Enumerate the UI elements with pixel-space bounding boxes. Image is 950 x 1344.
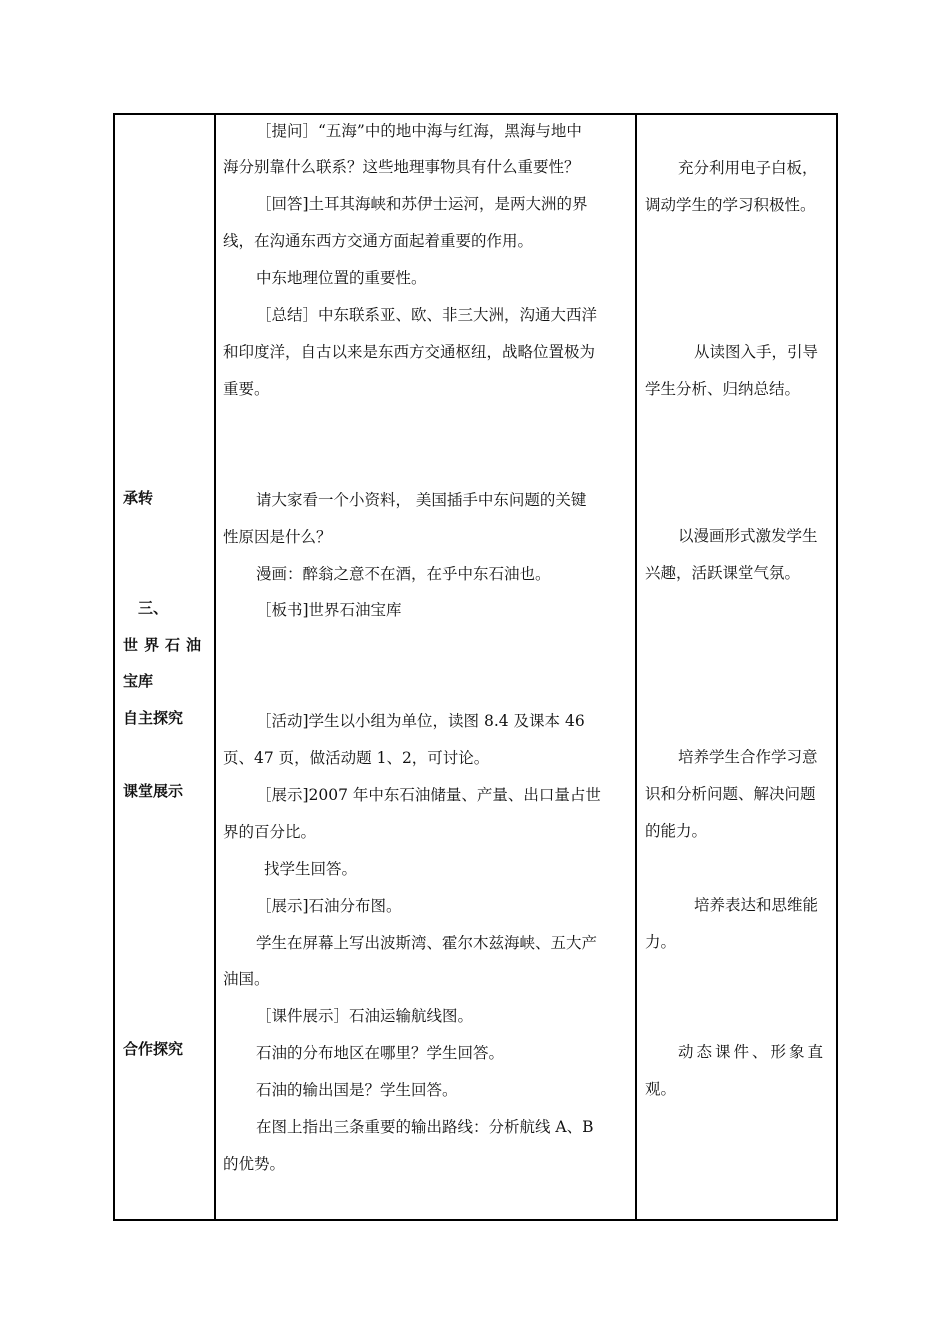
text-line: ［展示]2007 年中东石油储量、产量、出口量占世 — [256, 786, 601, 804]
text-line: 找学生回答。 — [264, 860, 358, 878]
note-line: 学生分析、归纳总结。 — [645, 380, 801, 398]
text-line: 漫画：醉翁之意不在酒，在乎中东石油也。 — [256, 565, 551, 583]
text-line: 石油的输出国是？学生回答。 — [256, 1081, 458, 1099]
text-line: 和印度洋，自古以来是东西方交通枢纽，战略位置极为 — [223, 343, 596, 361]
note-line: 培养学生合作学习意 — [678, 748, 818, 766]
note-line: 培养表达和思维能 — [694, 896, 819, 914]
text-line: ［提问］“五海”中的地中海与红海，黑海与地中 — [256, 122, 582, 140]
text-line: 中东地理位置的重要性。 — [256, 269, 427, 287]
note-line: 观。 — [645, 1080, 677, 1098]
text-line: 石油的分布地区在哪里？学生回答。 — [256, 1044, 505, 1062]
note-line: 力。 — [645, 933, 677, 951]
text-line: 请大家看一个小资料， 美国插手中东问题的关键 — [256, 491, 587, 509]
note-line: 识和分析问题、解决问题 — [645, 785, 816, 803]
text-line: ［板书]世界石油宝库 — [256, 601, 402, 619]
text-line: ［展示]石油分布图。 — [256, 897, 402, 915]
note-line: 充分利用电子白板， — [678, 159, 818, 177]
note-line: 兴趣，活跃课堂气氛。 — [645, 564, 801, 582]
label-zizhu: 自主探究 — [123, 709, 184, 727]
section-number: 三、 — [138, 599, 169, 617]
section-title-line1: 世界石油 — [123, 636, 208, 654]
text-line: 界的百分比。 — [223, 823, 317, 841]
note-line: 调动学生的学习积极性。 — [645, 196, 816, 214]
note-line: 从读图入手，引导 — [694, 343, 819, 361]
section-title-line2: 宝库 — [123, 672, 154, 690]
text-line: ［课件展示］石油运输航线图。 — [256, 1007, 474, 1025]
text-line: ［回答]土耳其海峡和苏伊士运河，是两大洲的界 — [256, 195, 588, 213]
label-hezuo: 合作探究 — [123, 1040, 184, 1058]
text-line: 页、47 页，做活动题 1、2，可讨论。 — [223, 749, 490, 767]
note-line: 以漫画形式激发学生 — [678, 527, 818, 545]
text-line: 性原因是什么？ — [223, 528, 332, 546]
note-line: 的能力。 — [645, 822, 708, 840]
text-line: 油国。 — [223, 970, 270, 988]
text-line: 学生在屏幕上写出波斯湾、霍尔木兹海峡、五大产 — [256, 934, 598, 952]
label-ketang: 课堂展示 — [123, 782, 184, 800]
text-line: ［总结］中东联系亚、欧、非三大洲，沟通大西洋 — [256, 306, 598, 324]
text-line: 线，在沟通东西方交通方面起着重要的作用。 — [223, 232, 534, 250]
column-divider — [214, 115, 216, 1219]
text-line: 在图上指出三条重要的输出路线：分析航线 A、B — [256, 1118, 594, 1136]
note-line: 动态课件、形象直 — [678, 1043, 827, 1061]
column-divider — [635, 115, 637, 1219]
label-chengzhuan: 承转 — [123, 489, 154, 507]
text-line: 的优势。 — [223, 1155, 286, 1173]
text-line: ［活动]学生以小组为单位，读图 8.4 及课本 46 — [256, 712, 585, 730]
text-line: 海分别靠什么联系？这些地理事物具有什么重要性？ — [223, 158, 580, 176]
text-line: 重要。 — [223, 380, 270, 398]
